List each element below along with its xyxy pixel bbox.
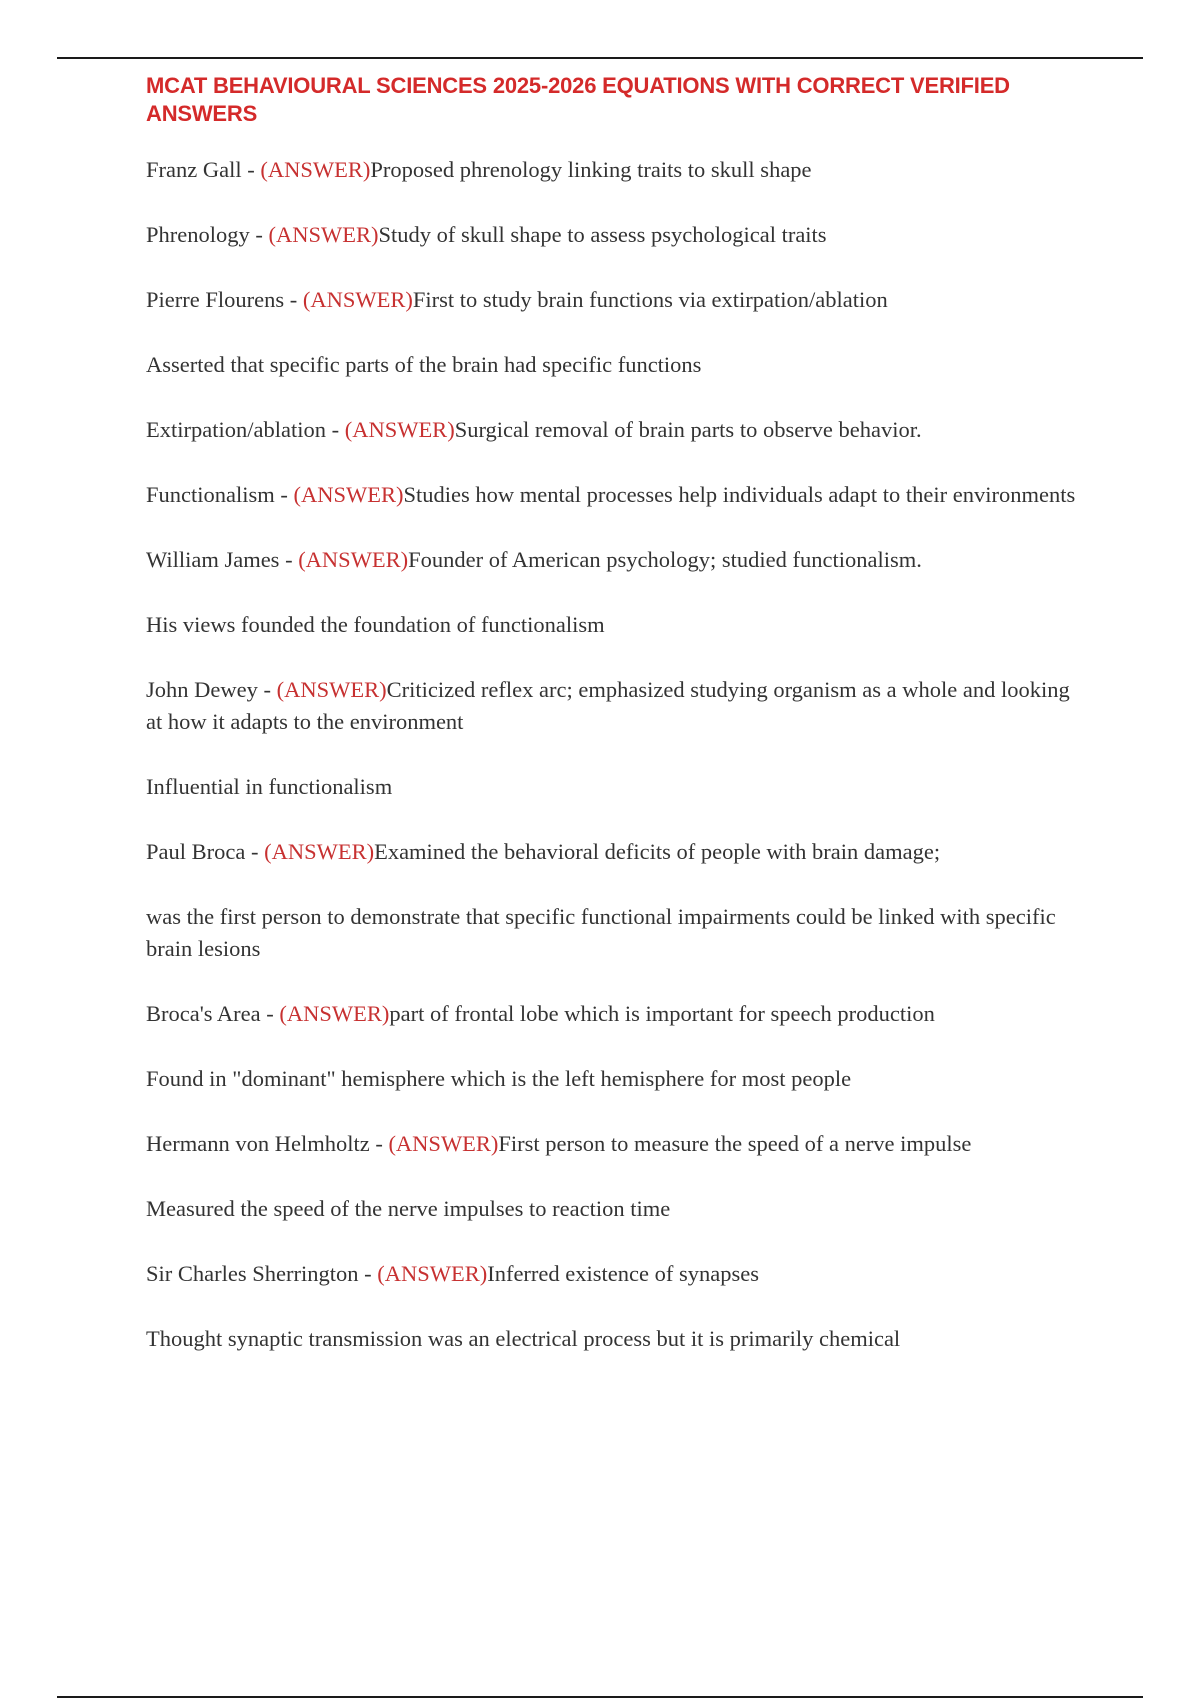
entry-term: Pierre Flourens -	[146, 287, 303, 312]
entry-answer: First person to measure the speed of a nerve impulse	[498, 1131, 972, 1156]
note-brocas-area: Found in "dominant" hemisphere which is the left hemisphere for most people	[146, 1066, 852, 1091]
entry-term: Phrenology -	[146, 222, 269, 247]
entry-term: Functionalism -	[146, 482, 294, 507]
note-dewey: Influential in functionalism	[146, 774, 393, 799]
note-sherrington: Thought synaptic transmission was an electrical process but it is primarily chemical	[146, 1326, 901, 1351]
answer-marker: (ANSWER)	[298, 547, 409, 572]
entry-answer: First to study brain functions via extirpation/ablation	[412, 287, 888, 312]
entry-extirpation	[146, 414, 1086, 446]
note-james: His views founded the foundation of functionalism	[146, 612, 605, 637]
entry-answer: Surgical removal of brain parts to observe behavior.	[454, 417, 922, 442]
entry-term: Extirpation/ablation -	[146, 417, 345, 442]
note-broca: was the first person to demonstrate that specific functional impairments could be linked with specific brain lesions	[146, 904, 1056, 961]
entry-term: John Dewey -	[146, 677, 277, 702]
entry-answer: Study of skull shape to assess psychological traits	[378, 222, 827, 247]
answer-marker: (ANSWER)	[377, 1261, 488, 1286]
entry-answer: part of frontal lobe which is important for speech production	[389, 1001, 935, 1026]
entry-helmholtz	[146, 1128, 1086, 1160]
note-helmholtz: Measured the speed of the nerve impulses to reaction time	[146, 1196, 671, 1221]
entry-franz-gall	[146, 154, 1086, 186]
answer-marker: (ANSWER)	[279, 1001, 390, 1026]
entry-paul-broca	[146, 836, 1086, 868]
answer-marker: (ANSWER)	[302, 287, 413, 312]
entry-answer: Criticized reflex arc; emphasized studying organism as a whole and looking at how it adapts to the environment	[146, 677, 1070, 734]
bottom-rule	[57, 1696, 1143, 1698]
entry-term: William James -	[146, 547, 299, 572]
entry-answer: Inferred existence of synapses	[487, 1261, 759, 1286]
document-body	[146, 72, 1086, 1388]
answer-marker: (ANSWER)	[260, 157, 371, 182]
top-rule	[57, 57, 1143, 59]
entry-answer: Examined the behavioral deficits of people with brain damage;	[374, 839, 941, 864]
entry-pierre-flourens	[146, 284, 1086, 316]
answer-marker: (ANSWER)	[388, 1131, 499, 1156]
answer-marker: (ANSWER)	[293, 482, 404, 507]
answer-marker: (ANSWER)	[344, 417, 455, 442]
entry-answer: Studies how mental processes help individuals adapt to their environments	[403, 482, 1076, 507]
entry-answer: Founder of American psychology; studied functionalism.	[408, 547, 922, 572]
answer-marker: (ANSWER)	[268, 222, 379, 247]
entry-answer: Proposed phrenology linking traits to skull shape	[370, 157, 812, 182]
answer-marker: (ANSWER)	[276, 677, 387, 702]
entry-william-james	[146, 544, 1086, 576]
entry-term: Franz Gall -	[146, 157, 261, 182]
entry-john-dewey	[146, 674, 1086, 738]
entry-term: Paul Broca -	[146, 839, 265, 864]
document-title: MCAT BEHAVIOURAL SCIENCES 2025-2026 EQUATIONS WITH CORRECT VERIFIED ANSWERS	[146, 73, 1010, 126]
entry-brocas-area	[146, 998, 1086, 1030]
entry-sherrington	[146, 1258, 1086, 1290]
entry-functionalism	[146, 479, 1086, 511]
answer-marker: (ANSWER)	[264, 839, 375, 864]
entry-term: Hermann von Helmholtz -	[146, 1131, 389, 1156]
entry-term: Broca's Area -	[146, 1001, 280, 1026]
entry-term: Sir Charles Sherrington -	[146, 1261, 378, 1286]
entry-phrenology	[146, 219, 1086, 251]
note-flourens: Asserted that specific parts of the brain had specific functions	[146, 352, 702, 377]
